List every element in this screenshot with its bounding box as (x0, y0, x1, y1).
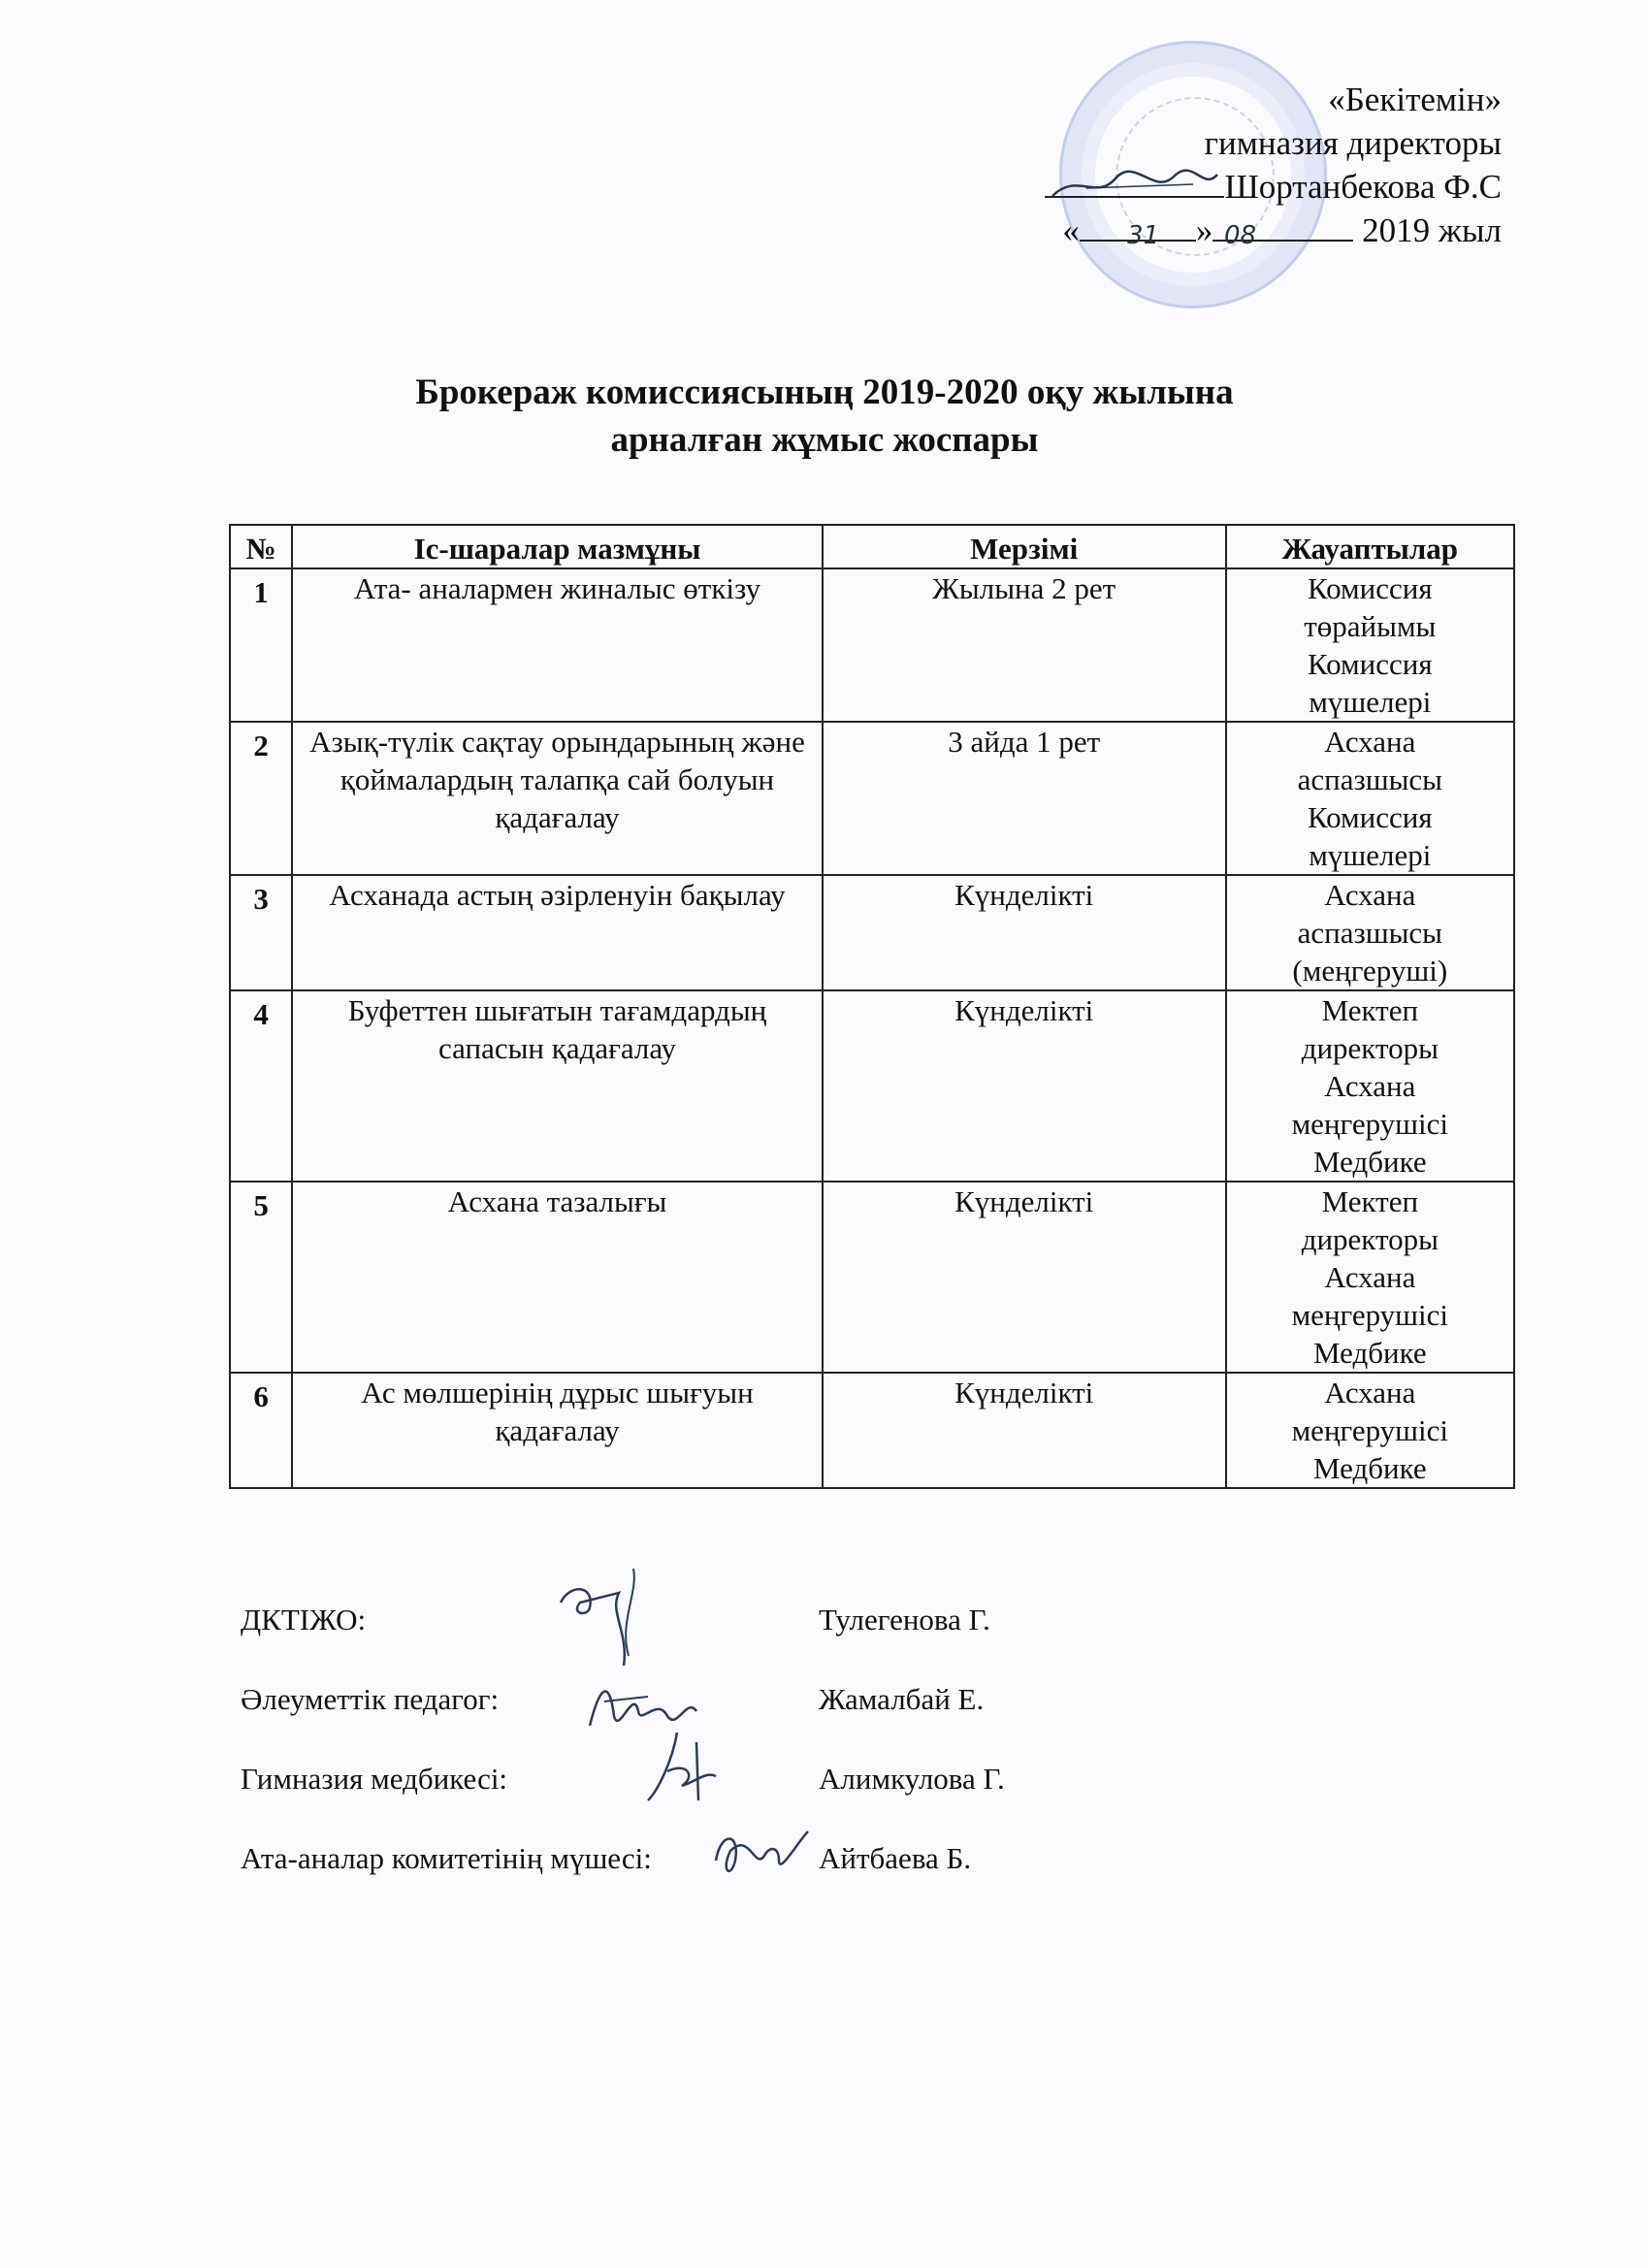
table-row (230, 1373, 1514, 1488)
signature-icon (706, 1812, 813, 1890)
signer-name: Тулегенова Г. (819, 1603, 990, 1636)
table-row (230, 568, 1514, 722)
document-title (0, 369, 1649, 464)
responsible-line: Медбике (1312, 1145, 1427, 1179)
row-responsible (1226, 1182, 1514, 1373)
date-mid-quote: » (1195, 211, 1213, 249)
signer-row (241, 1603, 1308, 1682)
row-activity: Асханада астың әзірленуін бақылау (292, 875, 822, 990)
responsible-line: мүшелері (1309, 838, 1432, 872)
approval-heading: «Бекітемін» (1328, 81, 1502, 118)
responsible-line: меңгерушісі (1291, 1298, 1449, 1332)
table-row (230, 722, 1514, 875)
approval-director: Шортанбекова Ф.С (1224, 168, 1502, 206)
responsible-line: аспазшысы (1297, 916, 1443, 950)
row-term: Күнделікті (823, 1373, 1226, 1488)
signer-role: Әлеуметтік педагог: (241, 1682, 500, 1716)
header-activity: Іс-шаралар мазмұны (292, 525, 822, 568)
signer-row (241, 1841, 1308, 1921)
table-row (230, 1182, 1514, 1373)
approval-position: гимназия директоры (1204, 124, 1502, 162)
row-term: Күнделікті (823, 990, 1226, 1182)
responsible-line: (меңгеруші) (1292, 954, 1448, 988)
row-term: Күнделікті (823, 875, 1226, 990)
responsible-line: Асхана (1324, 725, 1416, 759)
header-term: Мерзімі (823, 525, 1226, 568)
row-number: 4 (230, 990, 292, 1182)
header-num: № (230, 525, 292, 568)
responsible-line: Асхана (1324, 1069, 1416, 1103)
responsible-line: Медбике (1312, 1451, 1427, 1485)
director-signature-icon (1048, 167, 1222, 206)
row-responsible (1226, 568, 1514, 722)
signer-name: Алимкулова Г. (819, 1762, 1005, 1796)
responsible-line: Комиссия (1308, 647, 1433, 681)
signer-name: Жамалбай Е. (819, 1682, 985, 1716)
row-responsible (1226, 1373, 1514, 1488)
row-responsible (1226, 722, 1514, 875)
row-activity: Асхана тазалығы (292, 1182, 822, 1373)
row-activity: Буфеттен шығатын тағамдардың сапасын қадағалау (292, 990, 822, 1182)
responsible-line: Асхана (1324, 1376, 1416, 1409)
table-row (230, 990, 1514, 1182)
signer-name: Айтбаева Б. (819, 1841, 972, 1875)
header-responsible: Жауаптылар (1226, 525, 1514, 568)
responsible-line: директоры (1301, 1031, 1439, 1065)
row-number: 2 (230, 722, 292, 875)
date-open-quote: « (1062, 211, 1080, 249)
table-header-row (230, 525, 1514, 568)
row-term: Жылына 2 рет (823, 568, 1226, 722)
row-number: 1 (230, 568, 292, 722)
responsible-line: директоры (1301, 1222, 1439, 1256)
date-year: 2019 жыл (1362, 211, 1502, 249)
row-activity: Ата- аналармен жиналыс өткізу (292, 568, 822, 722)
row-number: 5 (230, 1182, 292, 1373)
date-day-handwritten: 31 (1127, 221, 1160, 250)
signer-row (241, 1682, 1308, 1762)
responsible-line: Мектеп (1321, 993, 1419, 1027)
responsible-line: Комиссия (1308, 800, 1433, 834)
title-line-2: арналған жұмыс жоспары (610, 420, 1039, 460)
table-body (230, 568, 1514, 1488)
date-month-handwritten: 08 (1224, 221, 1257, 250)
responsible-line: Асхана (1324, 878, 1416, 912)
row-responsible (1226, 875, 1514, 990)
row-number: 6 (230, 1373, 292, 1488)
row-activity: Азық-түлік сақтау орындарының және қоймалардың талапқа сай болуын қадағалау (292, 722, 822, 875)
row-term: Күнделікті (823, 1182, 1226, 1373)
approval-director-line (958, 165, 1502, 209)
signer-role: Гимназия медбикесі: (241, 1762, 508, 1796)
signer-role: Ата-аналар комитетінің мүшесі: (241, 1841, 652, 1875)
row-activity: Ас мөлшерінің дұрыс шығуын қадағалау (292, 1373, 822, 1488)
table-row (230, 875, 1514, 990)
responsible-line: Медбике (1312, 1336, 1427, 1370)
row-responsible (1226, 990, 1514, 1182)
signers-block (241, 1603, 1308, 1921)
row-number: 3 (230, 875, 292, 990)
responsible-line: мүшелері (1309, 685, 1432, 719)
responsible-line: Комиссия (1308, 571, 1433, 605)
signature-icon (638, 1723, 726, 1810)
responsible-line: меңгерушісі (1291, 1107, 1449, 1141)
signer-role: ДКТІЖО: (241, 1603, 367, 1636)
responsible-line: Мектеп (1321, 1184, 1419, 1218)
signature-icon (551, 1564, 667, 1670)
responsible-line: Асхана (1324, 1260, 1416, 1294)
work-plan-table (229, 524, 1515, 1489)
row-term: 3 айда 1 рет (823, 722, 1226, 875)
responsible-line: меңгерушісі (1291, 1413, 1449, 1447)
responsible-line: аспазшысы (1297, 762, 1443, 796)
responsible-line: төрайымы (1304, 609, 1437, 643)
title-line-1: Брокераж комиссиясының 2019-2020 оқу жылына (415, 373, 1234, 412)
